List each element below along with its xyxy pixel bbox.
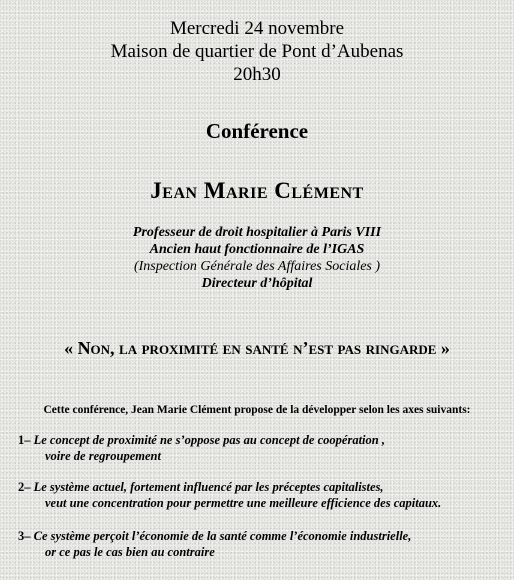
- event-time: 20h30: [233, 64, 281, 85]
- point-continuation: voire de regroupement: [45, 449, 161, 463]
- list-item: [18, 528, 508, 560]
- point-number: 2–: [18, 480, 31, 494]
- credential-line: Professeur de droit hospitalier à Paris VIII: [132, 225, 382, 240]
- point-text: Le concept de proximité ne s’oppose pas au concept de coopération ,: [30, 433, 385, 447]
- speaker-name: Jean Marie Clément: [150, 178, 364, 203]
- event-header: [0, 17, 514, 86]
- point-continuation: or ce pas le cas bien au contraire: [45, 545, 215, 559]
- list-item: [18, 432, 508, 464]
- intro-text: Cette conférence, Jean Marie Clément propose de la développer selon les axes suivants:: [43, 404, 471, 416]
- credential-line: Directeur d’hôpital: [201, 276, 313, 291]
- point-text: Le système actuel, fortement influencé par les préceptes capitalistes,: [30, 480, 384, 494]
- page-title: Conférence: [205, 119, 309, 143]
- event-date: Mercredi 24 novembre: [169, 18, 345, 39]
- point-continuation: veut une concentration pour permettre une meilleure efficience des capitaux.: [45, 496, 442, 510]
- event-venue: Maison de quartier de Pont d’Aubenas: [110, 41, 404, 62]
- credential-line: (Inspection Générale des Affaires Sociales ): [133, 259, 381, 274]
- credential-line: Ancien haut fonctionnaire de l’IGAS: [149, 242, 365, 257]
- point-text: Ce système perçoit l’économie de la santé comme l’économie industrielle,: [30, 529, 412, 543]
- point-number: 3–: [18, 529, 31, 543]
- speaker-credentials: [0, 224, 514, 292]
- list-item: [18, 479, 508, 511]
- point-number: 1–: [18, 433, 31, 447]
- conference-quote: « Non, la proximité en santé n’est pas ringarde »: [64, 338, 450, 358]
